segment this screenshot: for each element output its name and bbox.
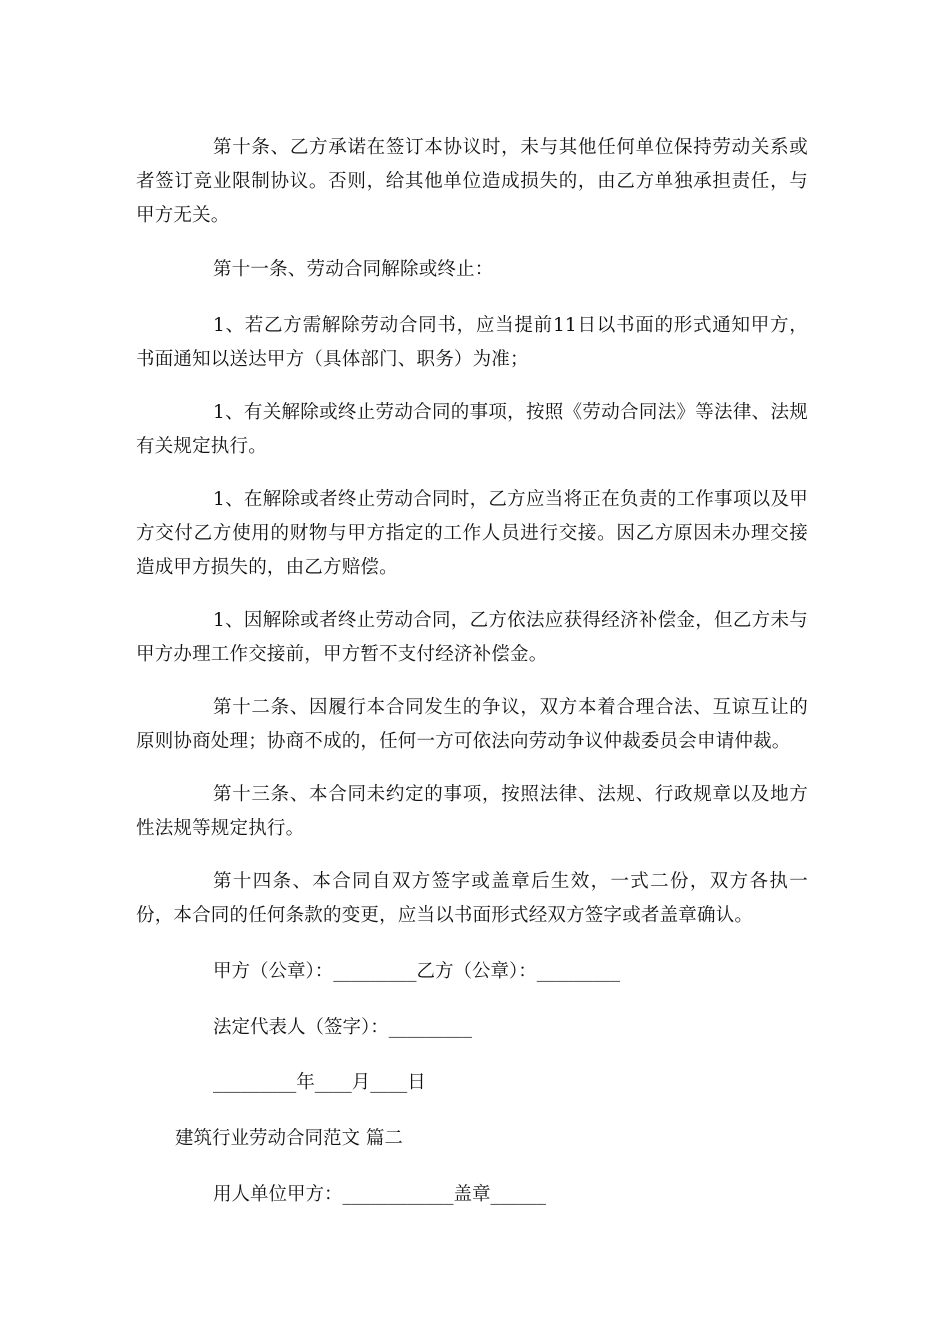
article-11-clause-1: 1、若乙方需解除劳动合同书，应当提前11日以书面的形式通知甲方，书面通知以送达甲方（具体部门、职务）为准； xyxy=(136,315,808,370)
employer-line: 用人单位甲方：____________盖章______ xyxy=(213,1184,547,1205)
date-line: _________年____月____日 xyxy=(213,1072,426,1093)
section-heading: 建筑行业劳动合同范文 篇二 xyxy=(175,1128,403,1149)
article-11-clause-3: 1、在解除或者终止劳动合同时，乙方应当将正在负责的工作事项以及甲方交付乙方使用的财物与甲方指定的工作人员进行交接。因乙方原因未办理交接造成甲方损失的，由乙方赔偿。 xyxy=(136,489,808,578)
article-11-clause-4: 1、因解除或者终止劳动合同，乙方依法应获得经济补偿金，但乙方未与甲方办理工作交接前，甲方暂不支付经济补偿金。 xyxy=(136,610,808,665)
article-14-paragraph: 第十四条、本合同自双方签字或盖章后生效，一式二份，双方各执一份，本合同的任何条款的变更，应当以书面形式经双方签字或者盖章确认。 xyxy=(136,871,808,926)
article-11-heading: 第十一条、劳动合同解除或终止： xyxy=(213,259,494,280)
legal-representative-line: 法定代表人（签字）：_________ xyxy=(213,1017,473,1038)
article-12-paragraph: 第十二条、因履行本合同发生的争议，双方本着合理合法、互谅互让的原则协商处理；协商不成的，任何一方可依法向劳动争议仲裁委员会申请仲裁。 xyxy=(136,697,808,752)
article-10-paragraph: 第十条、乙方承诺在签订本协议时，未与其他任何单位保持劳动关系或者签订竞业限制协议。否则，给其他单位造成损失的，由乙方单独承担责任，与甲方无关。 xyxy=(136,137,808,226)
article-11-clause-2: 1、有关解除或终止劳动合同的事项，按照《劳动合同法》等法律、法规有关规定执行。 xyxy=(136,402,808,457)
signature-parties-line: 甲方（公章）：_________乙方（公章）：_________ xyxy=(213,961,621,982)
article-13-paragraph: 第十三条、本合同未约定的事项，按照法律、法规、行政规章以及地方性法规等规定执行。 xyxy=(136,784,808,839)
